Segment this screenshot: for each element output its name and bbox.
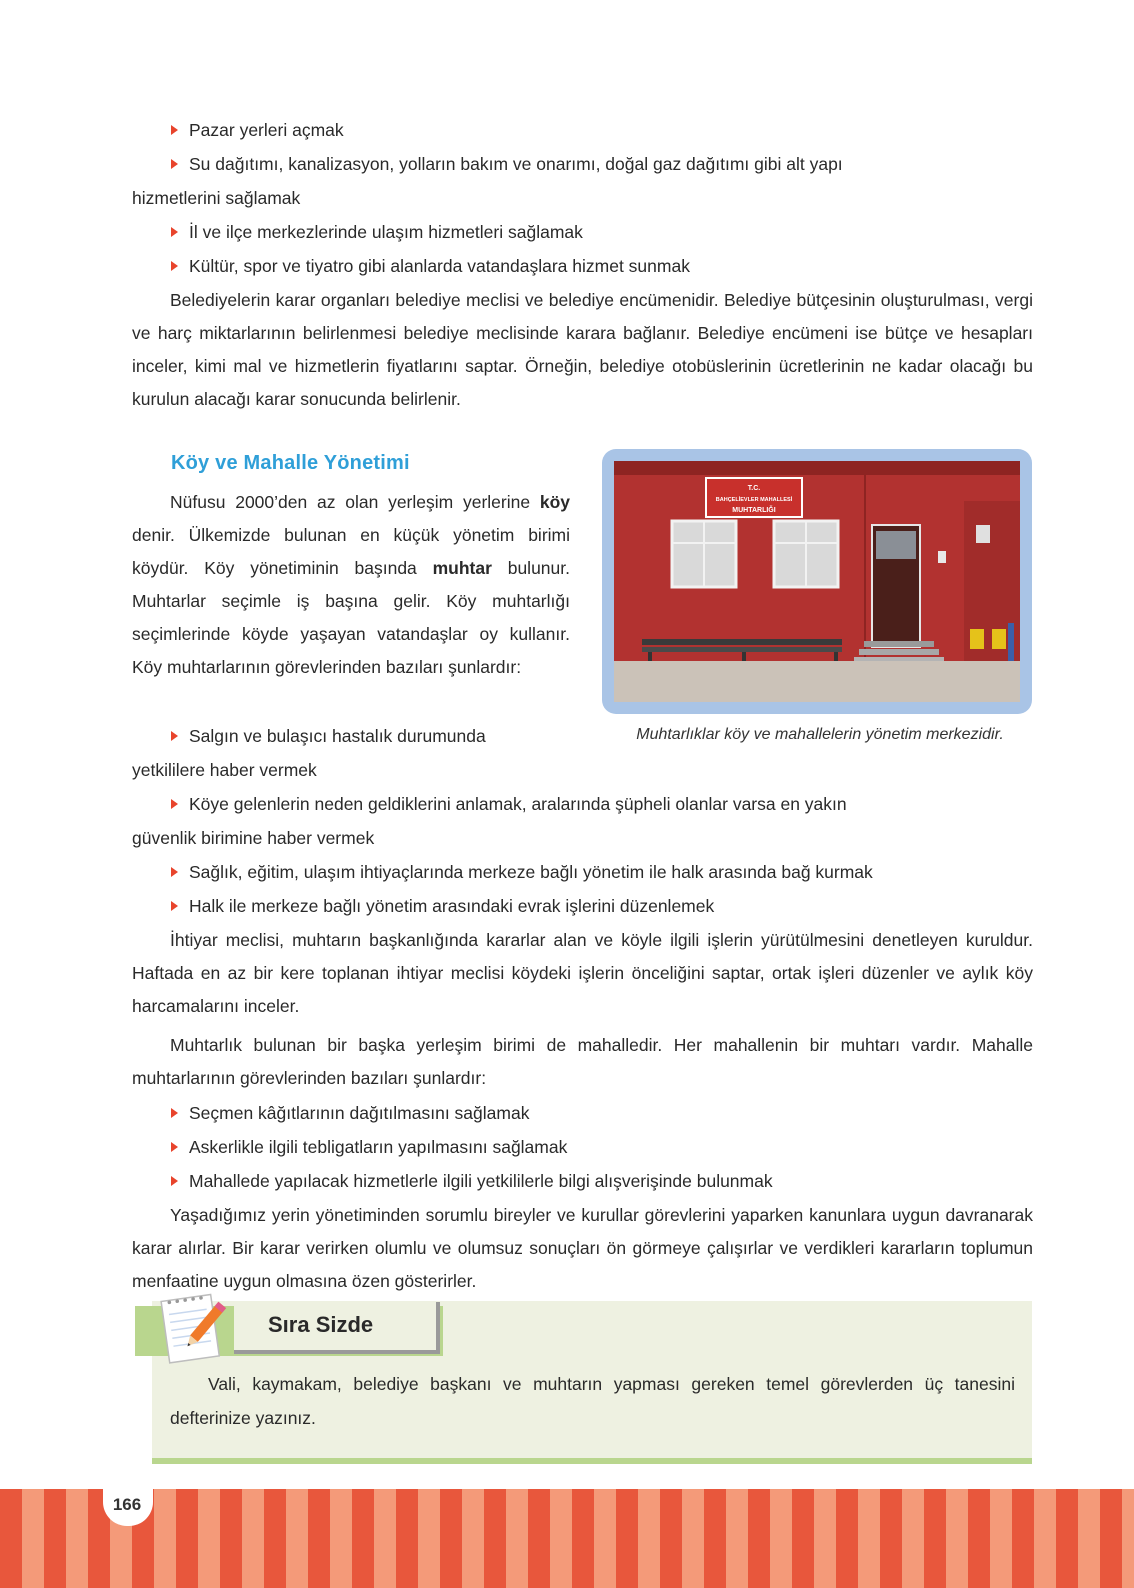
photo-frame: [602, 449, 1032, 714]
building-illustration: [614, 461, 1020, 702]
bullet-icon: [171, 1142, 178, 1152]
bullet-icon: [171, 799, 178, 809]
list-item: Köye gelenlerin neden geldiklerini anlamak, aralarında şüpheli olanlar varsa en yakın: [171, 788, 847, 821]
list-item: Kültür, spor ve tiyatro gibi alanlarda vatandaşlara hizmet sunmak: [171, 250, 690, 283]
list-item-continuation: yetkililere haber vermek: [132, 760, 317, 780]
notepad-pencil-icon: [155, 1287, 235, 1367]
paragraph: Belediyelerin karar organları belediye meclisi ve belediye encümenidir. Belediye bütçesinin oluşturulması, vergi ve harç miktarlarının belirlenmesi belediye meclisinde karara bağlanır. Belediye encümeni ise bütçe ve hesapları inceler, kimi mal ve hizmetlerin fiyatlarını saptar. Örneğin, belediye otobüslerinin ücretlerinin ne kadar olacağı bu kurulun alacağı karar sonucunda belirlenir.: [132, 290, 1033, 409]
bullet-icon: [171, 261, 178, 271]
bullet-icon: [171, 1108, 178, 1118]
list-item: Seçmen kâğıtlarının dağıtılmasını sağlamak: [171, 1097, 529, 1130]
page-number: 166: [112, 1495, 142, 1514]
paragraph: Nüfusu 2000’den az olan yerleşim yerlerine köy denir. Ülkemizde bulunan en küçük yönetim birimi köydür. Köy yönetiminin başında muhtar bulunur. Muhtarlar seçimle iş başına gelir. Köy muhtarlığı seçimlerinde köyde yaşayan vatandaşlar oy kullanır. Köy muhtarlarının görevlerinden bazıları şunlardır:: [132, 492, 570, 677]
sign-line-2: BAHÇELİEVLER MAHALLESİ: [715, 497, 793, 503]
list-item: Pazar yerleri açmak: [171, 114, 344, 147]
footer-stripes: [0, 1489, 1134, 1588]
task-text: Vali, kaymakam, belediye başkanı ve muhtarın yapması gereken temel görevlerden üç tanesini defterinize yazınız.: [170, 1374, 1015, 1428]
list-item-continuation: güvenlik birimine haber vermek: [132, 828, 375, 848]
bullet-icon: [171, 867, 178, 877]
list-item: Mahallede yapılacak hizmetlerle ilgili yetkililerle bilgi alışverişinde bulunmak: [171, 1165, 773, 1198]
list-item: Halk ile merkeze bağlı yönetim arasındaki evrak işlerini düzenlemek: [171, 890, 714, 923]
list-item: Salgın ve bulaşıcı hastalık durumunda: [171, 720, 486, 753]
list-item: Su dağıtımı, kanalizasyon, yolların bakım ve onarımı, doğal gaz dağıtımı gibi alt yapı: [171, 148, 843, 181]
bullet-icon: [171, 901, 178, 911]
bullet-icon: [171, 125, 178, 135]
paragraph: İhtiyar meclisi, muhtarın başkanlığında kararlar alan ve köyle ilgili işlerin yürütülmesini denetleyen kuruldur. Haftada en az bir kere toplanan ihtiyar meclisi köydeki işlerin önceliğini saptar, ortak işleri düzenler ve aylık köy harcamalarını inceler.: [132, 930, 1033, 1016]
bullet-icon: [171, 227, 178, 237]
paragraph: Muhtarlık bulunan bir başka yerleşim birimi de mahalledir. Her mahallenin bir muhtarı vardır. Mahalle muhtarlarının görevlerinden bazıları şunlardır:: [132, 1035, 1033, 1088]
sign-line-1: T.C.: [747, 485, 761, 492]
list-item: Sağlık, eğitim, ulaşım ihtiyaçlarında merkeze bağlı yönetim ile halk arasında bağ kurmak: [171, 856, 873, 889]
task-title: Sıra Sizde: [268, 1312, 374, 1337]
list-item: İl ve ilçe merkezlerinde ulaşım hizmetleri sağlamak: [171, 216, 583, 249]
bullet-icon: [171, 731, 178, 741]
bullet-icon: [171, 1176, 178, 1186]
section-heading: Köy ve Mahalle Yönetimi: [171, 452, 410, 474]
photo-caption: Muhtarlıklar köy ve mahallelerin yönetim merkezidir.: [636, 726, 1004, 743]
muhtarlik-photo: [614, 461, 1020, 702]
paragraph: Yaşadığımız yerin yönetiminden sorumlu bireyler ve kurullar görevlerini yaparken kanunlara uygun davranarak karar alırlar. Bir karar verirken olumlu ve olumsuz sonuçları ön görmeye çalışırlar ve verdikleri kararların toplumun menfaatine uygun olmasına özen gösterirler.: [132, 1205, 1033, 1291]
sign-line-3: MUHTARLIĞI: [732, 507, 776, 514]
list-item: Askerlikle ilgili tebligatların yapılmasını sağlamak: [171, 1131, 567, 1164]
list-item-continuation: hizmetlerini sağlamak: [132, 188, 301, 208]
bullet-icon: [171, 159, 178, 169]
